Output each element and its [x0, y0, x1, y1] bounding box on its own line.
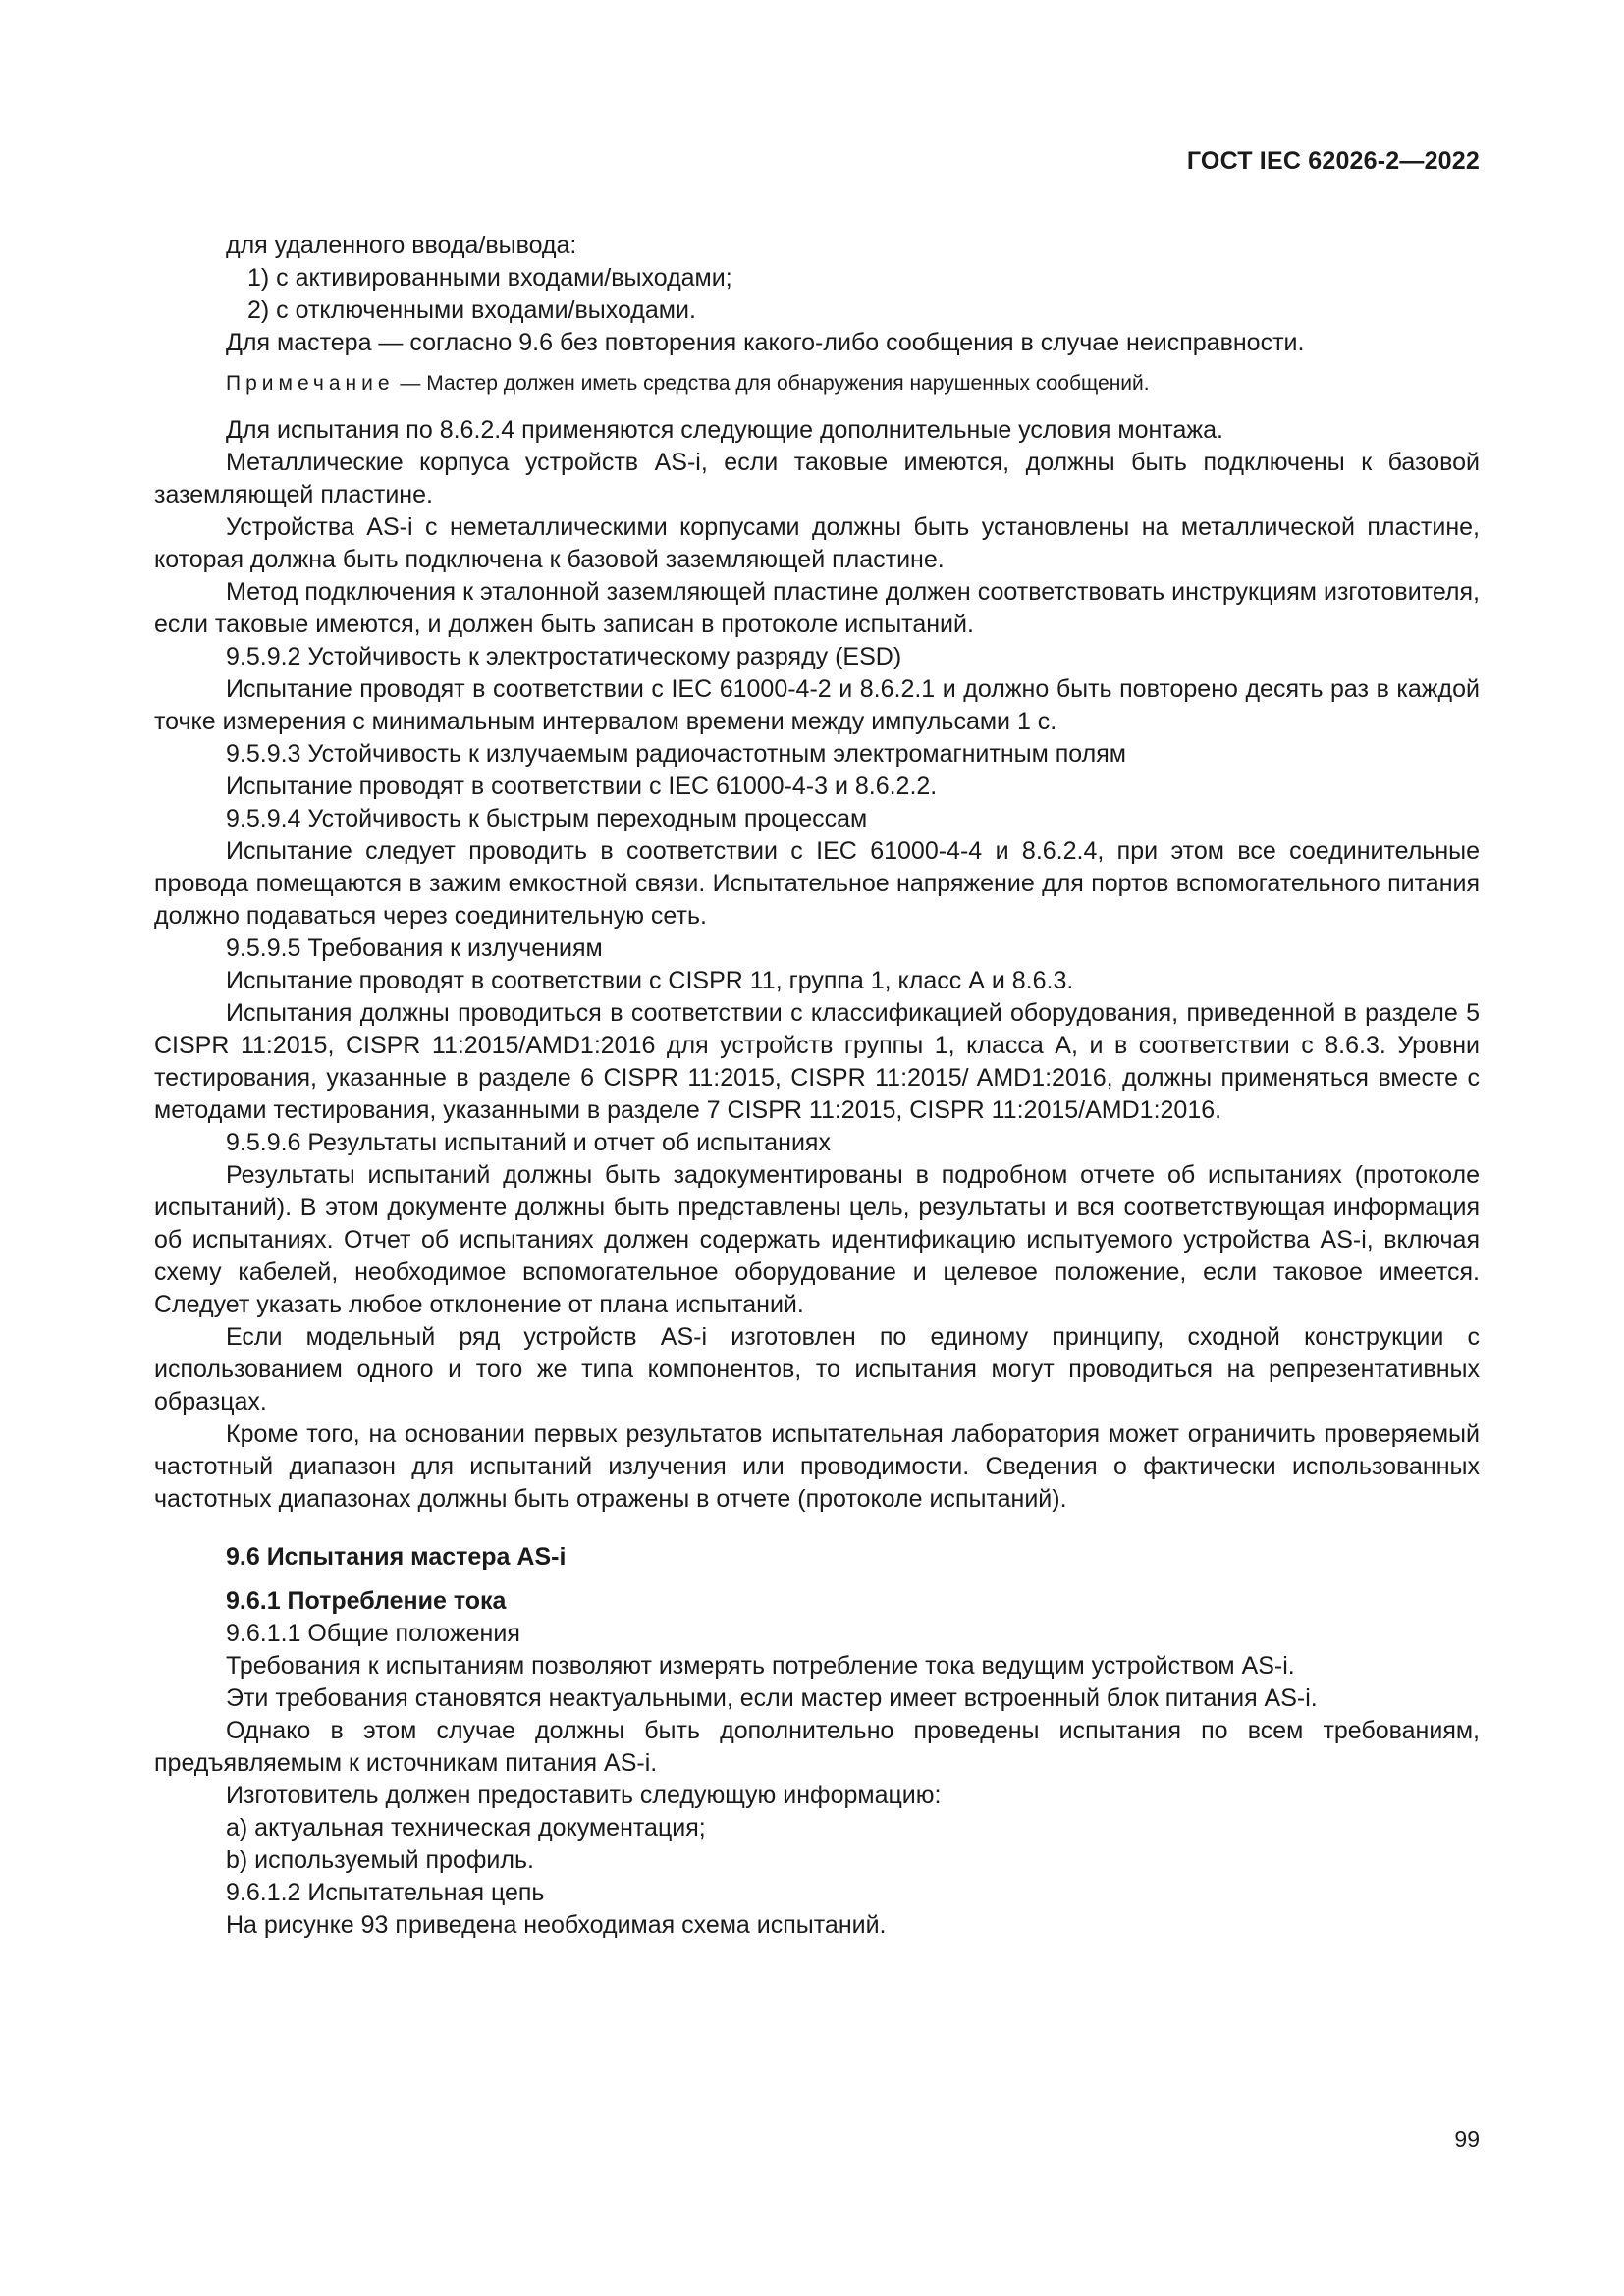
paragraph: Для мастера — согласно 9.6 без повторения какого-либо сообщения в случае неисправности.	[226, 329, 1305, 356]
paragraph: Если модельный ряд устройств AS-i изготовлен по единому принципу, сходной конструкции с использованием одного и того же типа компонентов, то испытания могут проводиться на репрезентативных образцах.	[154, 1323, 1480, 1415]
paragraph: Испытание проводят в соответствии с IEC 61000-4-3 и 8.6.2.2.	[226, 773, 938, 800]
section-title: 9.5.9.3 Устойчивость к излучаемым радиочастотным электромагнитным полям	[226, 740, 1126, 768]
paragraph: Эти требования становятся неактуальными, если мастер имеет встроенный блок питания AS-i.	[226, 1684, 1318, 1712]
paragraph: Испытание проводят в соответствии с CISPR 11, группа 1, класс А и 8.6.3.	[226, 967, 1074, 994]
section-title: 9.6.1.1 Общие положения	[226, 1620, 520, 1647]
paragraph: Изготовитель должен предоставить следующую информацию:	[226, 1782, 942, 1809]
list-item: b) используемый профиль.	[226, 1846, 534, 1874]
paragraph: Испытание следует проводить в соответствии с IEC 61000-4-4 и 8.6.2.4, при этом все соединительные провода помещаются в зажим емкостной связи. Испытательное напряжение для портов вспомогательного питания должно подаваться через соединительную сеть.	[154, 837, 1480, 930]
paragraph: Металлические корпуса устройств AS-i, если таковые имеются, должны быть подключены к базовой заземляющей пластине.	[154, 449, 1480, 508]
paragraph: Результаты испытаний должны быть задокументированы в подробном отчете об испытаниях (протоколе испытаний). В этом документе должны быть представлены цель, результаты и вся соответствующая информация об испытаниях. Отчет об испытаниях должен содержать идентификацию испытуемого устройства AS-i, включая схему кабелей, необходимое вспомогательное оборудование и целевое положение, если таковое имеется. Следует указать любое отклонение от плана испытаний.	[154, 1161, 1480, 1318]
section-title: 9.5.9.2 Устойчивость к электростатическому разряду (ESD)	[226, 643, 902, 670]
paragraph: Испытание проводят в соответствии с IEC 61000-4-2 и 8.6.2.1 и должно быть повторено десять раз в каждой точке измерения с минимальным интервалом времени между импульсами 1 с.	[154, 675, 1480, 735]
paragraph: На рисунке 93 приведена необходимая схема испытаний.	[226, 1911, 887, 1939]
paragraph: Метод подключения к эталонной заземляющей пластине должен соответствовать инструкциям изготовителя, если таковые имеются, и должен быть записан в протоколе испытаний.	[154, 578, 1480, 638]
paragraph: Однако в этом случае должны быть дополнительно проведены испытания по всем требованиям, предъявляемым к источникам питания AS-i.	[154, 1717, 1480, 1777]
section-title: 9.5.9.4 Устойчивость к быстрым переходным процессам	[226, 805, 868, 832]
paragraph: для удаленного ввода/вывода:	[226, 232, 577, 259]
document-header: ГОСТ IEC 62026-2—2022	[1186, 147, 1480, 175]
paragraph: Для испытания по 8.6.2.4 применяются следующие дополнительные условия монтажа.	[226, 416, 1223, 444]
note-text: — Мастер должен иметь средства для обнаружения нарушенных сообщений.	[394, 372, 1150, 395]
note	[154, 369, 1480, 399]
section-title: 9.5.9.5 Требования к излучениям	[226, 934, 603, 962]
subsection-heading: 9.6.1 Потребление тока	[226, 1587, 507, 1615]
list-item: 2) с отключенными входами/выходами.	[247, 296, 696, 324]
paragraph: Требования к испытаниям позволяют измерять потребление тока ведущим устройством AS-i.	[226, 1652, 1295, 1680]
section-title: 9.5.9.6 Результаты испытаний и отчет об испытаниях	[226, 1129, 831, 1156]
list-item: a) актуальная техническая документация;	[226, 1814, 706, 1842]
list-item: 1) с активированными входами/выходами;	[247, 264, 732, 292]
paragraph: Устройства AS-i с неметаллическими корпусами должны быть установлены на металлической пластине, которая должна быть подключена к базовой заземляющей пластине.	[154, 513, 1480, 573]
paragraph: Кроме того, на основании первых результатов испытательная лаборатория может ограничить проверяемый частотный диапазон для испытаний излучения или проводимости. Сведения о фактически использованных частотных диапазонах должны быть отражены в отчете (протоколе испытаний).	[154, 1420, 1480, 1513]
paragraph: Испытания должны проводиться в соответствии с классификацией оборудования, приведенной в разделе 5 CISPR 11:2015, CISPR 11:2015/AMD1:2016 для устройств группы 1, класса А, и в соответствии с 8.6.3. Уровни тестирования, указанные в разделе 6 CISPR 11:2015, CISPR 11:2015/ AMD1:2016, должны применяться вместе с методами тестирования, указанными в разделе 7 CISPR 11:2015, CISPR 11:2015/AMD1:2016.	[154, 999, 1480, 1124]
page-number: 99	[1454, 2126, 1480, 2152]
section-heading: 9.6 Испытания мастера AS-i	[226, 1543, 567, 1571]
section-title: 9.6.1.2 Испытательная цепь	[226, 1879, 545, 1906]
note-label: Примечание	[226, 372, 395, 395]
page-content	[154, 230, 1480, 1942]
